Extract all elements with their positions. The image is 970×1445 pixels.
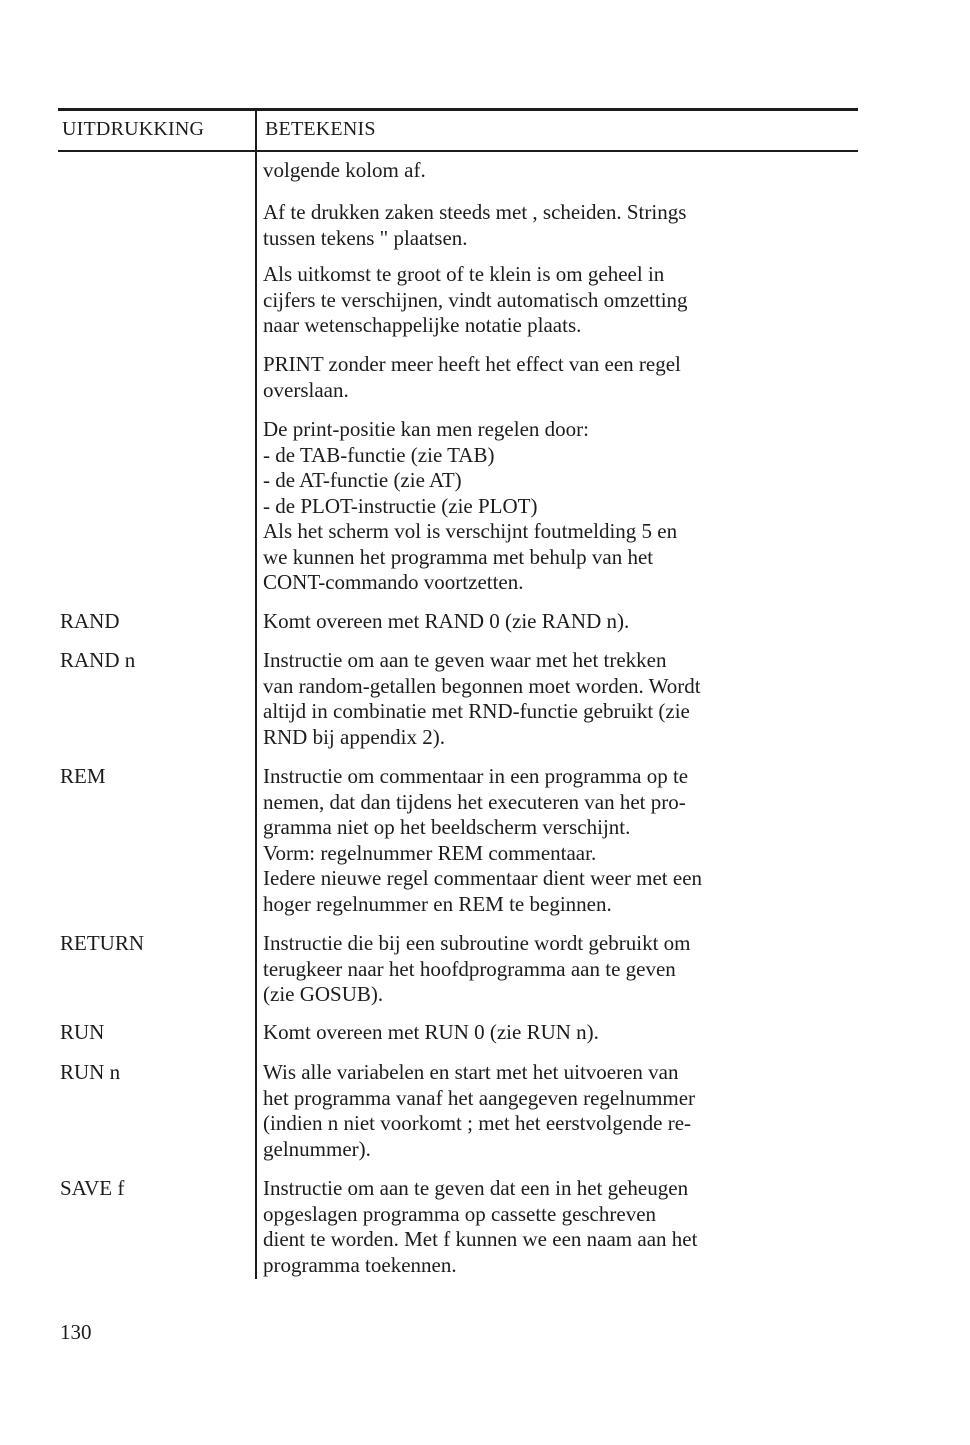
continuation-paragraph: PRINT zonder meer heeft het effect van een regel overslaan.: [263, 352, 681, 402]
table-meaning: Komt overeen met RUN 0 (zie RUN n).: [263, 1020, 599, 1044]
table-meaning: Komt overeen met RAND 0 (zie RAND n).: [263, 609, 630, 633]
table-term: REM: [60, 764, 106, 788]
continuation-paragraph: Als uitkomst te groot of te klein is om geheel in cijfers te verschijnen, vindt automatisch omzetting naar wetenschappelijke notatie plaats.: [263, 262, 688, 337]
continuation-paragraph: Af te drukken zaken steeds met , scheiden. Strings tussen tekens " plaatsen.: [263, 200, 687, 250]
table-term: RAND n: [60, 648, 136, 672]
table-meaning: Instructie om aan te geven dat een in het geheugen opgeslagen programma op cassette geschreven dient te worden. Met f kunnen we een naam aan het programma toekennen.: [263, 1176, 698, 1277]
table-term: RUN n: [60, 1060, 121, 1084]
table-term: RUN: [60, 1020, 105, 1044]
table-meaning: Instructie om aan te geven waar met het trekken van random-getallen begonnen moet worden. Wordt altijd in combinatie met RND-functie gebruikt (zie RND bij appendix 2).: [263, 648, 701, 749]
table-meaning: Wis alle variabelen en start met het uitvoeren van het programma vanaf het aangegeven regelnummer (indien n niet voorkomt ; met het eerstvolgende re- gelnummer).: [263, 1060, 696, 1161]
table-term: RETURN: [60, 931, 144, 955]
page-number: 130: [60, 1320, 92, 1344]
table-meaning: Instructie om commentaar in een programma op te nemen, dat dan tijdens het executeren van het pro- gramma niet op het beeldscherm verschijnt. Vorm: regelnummer REM commentaar. Iedere nieuwe regel commentaar dient weer met een hoger regelnummer en REM te beginnen.: [263, 764, 703, 916]
continuation-paragraph: De print-positie kan men regelen door: - de TAB-functie (zie TAB) - de AT-functie (zie AT) - de PLOT-instructie (zie PLOT) Als het scherm vol is verschijnt foutmelding 5 en we kunnen het programma met behulp van het CONT-commando voortzetten.: [263, 417, 678, 594]
column-header-term: UITDRUKKING: [62, 118, 205, 140]
column-header-meaning: BETEKENIS: [265, 118, 376, 140]
continuation-paragraph: volgende kolom af.: [263, 158, 426, 182]
table-header-rule: [58, 150, 858, 152]
table-meaning: Instructie die bij een subroutine wordt gebruikt om terugkeer naar het hoofdprogramma aan te geven (zie GOSUB).: [263, 931, 691, 1006]
table-top-rule: [58, 108, 858, 111]
table-column-divider: [255, 109, 257, 1279]
table-term: RAND: [60, 609, 120, 633]
table-term: SAVE f: [60, 1176, 125, 1200]
